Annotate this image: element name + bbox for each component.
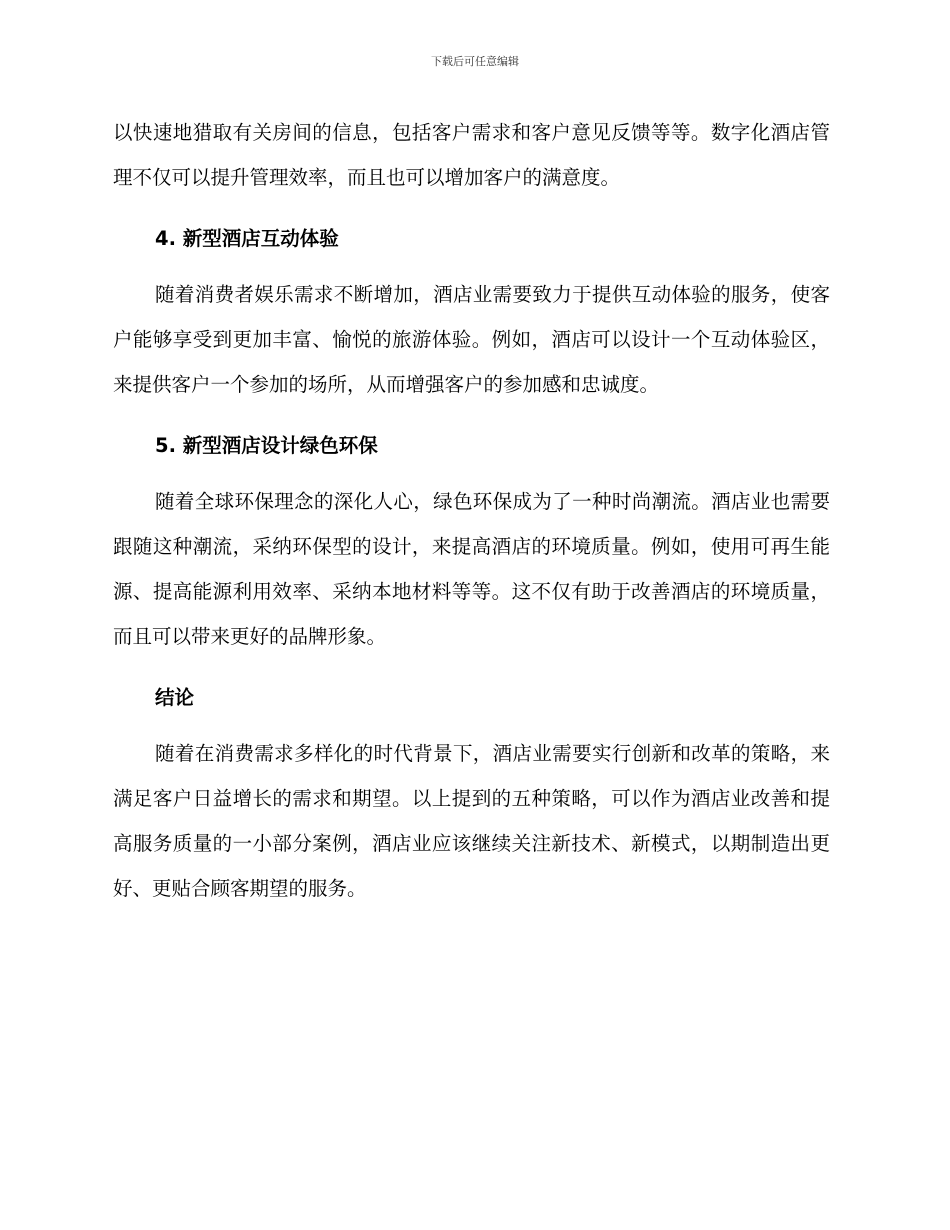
paragraph-green-design: 随着全球环保理念的深化人心，绿色环保成为了一种时尚潮流。酒店业也需要跟随这种潮流，采纳环保型的设计，来提高酒店的环境质量。例如，使用可再生能源、提高能源利用效率、采纳本地材料等等。这不仅有助于改善酒店的环境质量，而且可以带来更好的品牌形象。 [113,490,830,648]
spacer [113,659,830,672]
paragraph-continuation: 以快速地猎取有关房间的信息，包括客户需求和客户意见反馈等等。数字化酒店管理不仅可以提升管理效率，而且也可以增加客户的满意度。 [113,121,830,189]
document-body [113,110,830,911]
spacer [113,200,830,213]
paragraph-conclusion: 随着在消费需求多样化的时代背景下，酒店业需要实行创新和改革的策略，来满足客户日益增长的需求和期望。以上提到的五种策略，可以作为酒店业改善和提高服务质量的一小部分案例，酒店业应该继续关注新技术、新模式，以期制造出更好、更贴合顾客期望的服务。 [113,742,830,900]
section-heading-5: 5. 新型酒店设计绿色环保 [155,434,378,457]
section-heading-4: 4. 新型酒店互动体验 [155,227,339,250]
spacer [113,468,830,479]
spacer [113,720,830,731]
spacer [113,261,830,272]
paragraph-interactive-experience: 随着消费者娱乐需求不断增加，酒店业需要致力于提供互动体验的服务，使客户能够享受到更加丰富、愉悦的旅游体验。例如，酒店可以设计一个互动体验区，来提供客户一个参加的场所，从而增强客户的参加感和忠诚度。 [113,283,830,396]
spacer [113,407,830,420]
page-header: 下载后可任意编辑 [431,55,519,68]
section-heading-conclusion: 结论 [155,686,195,709]
